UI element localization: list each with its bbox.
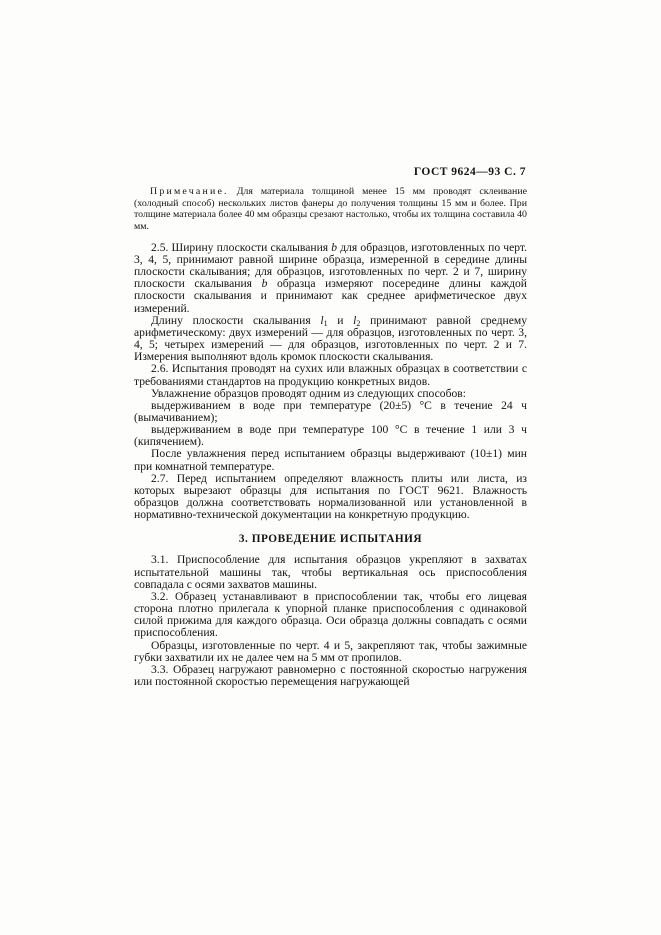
paragraph-specimens-clamping: Образцы, изготовленные по черт. 4 и 5, закрепляют так, чтобы зажимные губки захватили их не далее чем на 5 мм от пропилов. (134, 638, 527, 664)
text-run: 2.5. Ширину плоскости скалывания (151, 240, 332, 254)
section-3-heading: 3. ПРОВЕДЕНИЕ ИСПЫТАНИЯ (238, 533, 423, 546)
paragraph-3-1: 3.1. Приспособление для испытания образцов укрепляют в захватах испытательной машины так, чтобы вертикальная ось приспособления совпадала с осями захватов машины. (134, 553, 527, 591)
variable-l1: l (320, 313, 324, 327)
document-header-page-ref: ГОСТ 9624—93 С. 7 (413, 166, 526, 178)
text-run: образца измеряют посередине длины каждой плоскости скалывания и принимают как среднее арифметическое двух измерений. (134, 277, 527, 315)
paragraph-2-7: 2.7. Перед испытанием определяют влажность плиты или листа, из которых вырезают образцы для испытания по ГОСТ 9621. Влажность образцов должна соответствовать нормализованной или установленной в нормативно-технической документации на конкретную продукцию. (134, 471, 527, 522)
paragraph-3-3: 3.3. Образец нагружают равномерно с постоянной скоростью нагружения или постоянной скоростью перемещения нагружающей (134, 662, 527, 688)
paragraph-3-2: 3.2. Образец устанавливают в приспособлении так, чтобы его лицевая сторона плотно прилегала к упорной планке приспособления с одинаковой силой прижима для каждого образца. Оси образца должны совпадать с осями приспособления. (134, 589, 527, 640)
paragraph-boiling-method: выдерживанием в воде при температуре 100 °С в течение 1 или 3 ч (кипячением). (134, 423, 527, 449)
text-run: принимают равной среднему арифметическому: двух измерений — для образцов, изготовленных по черт. 3, 4, 5; четырех измерений — для образцов, изготовленных по черт. 2 и 7. Измерения выполняют вдоль кромок плоскости скалывания. (134, 313, 527, 364)
paragraph-soaking-method: выдерживанием в воде при температуре (20±5) °С в течение 24 ч (вымачиванием); (134, 398, 527, 424)
paragraph-2-5 (134, 242, 527, 315)
paragraph-shear-plane-length (134, 315, 527, 364)
paragraph-2-6: 2.6. Испытания проводят на сухих или влажных образцах в соответствии с требованиями стандартов на продукцию конкретных видов. (134, 362, 527, 388)
paragraph-moistening-methods: Увлажнение образцов проводят одним из следующих способов: (151, 386, 466, 400)
variable-b: b (331, 240, 338, 254)
note-paragraph (134, 186, 527, 233)
subscript-1: 1 (323, 318, 328, 328)
note-label: Примечание. (150, 186, 229, 197)
text-run: Длину плоскости скалывания (151, 313, 321, 327)
subscript-2: 2 (356, 318, 361, 328)
variable-l2: l (353, 313, 357, 327)
text-run: для образцов, изготовленных по черт. 3, 4, 5, принимают равной ширине образца, измеренной в середине длины плоскости скалывания; для образцов, изготовленных по черт. 2 и 7, ширину плоскости скалывания (134, 240, 528, 291)
text-run: и (327, 313, 354, 327)
scanned-page-text-column (134, 166, 527, 688)
paragraph-after-moistening: После увлажнения перед испытанием образцы выдерживают (10±1) мин при комнатной температуре. (134, 447, 527, 473)
note-text: Для материала толщиной менее 15 мм проводят склеивание (холодный способ) нескольких листов фанеры до получения толщины 15 мм и более. При толщине материала более 40 мм образцы срезают настолько, чтобы их толщина составила 40 мм. (134, 186, 527, 233)
variable-b: b (261, 277, 268, 291)
